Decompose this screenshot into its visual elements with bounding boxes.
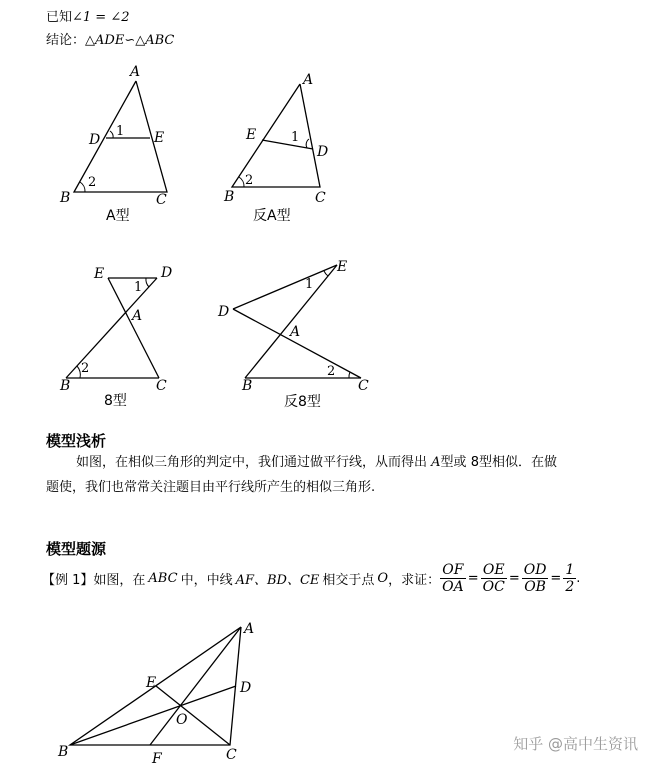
example-label-f: F [152, 751, 162, 767]
example-end: . [576, 570, 581, 586]
example-tag: 【例 1】 [42, 572, 94, 588]
fig-ra-angle-1: 1 [291, 130, 300, 145]
example-meet: 相交于点 [322, 572, 375, 588]
watermark: 知乎 @高中生资讯 [513, 735, 638, 753]
fig-a-label-e: E [154, 130, 165, 146]
example-intro: 如图，在 [93, 572, 146, 588]
equals-sign-2: = [508, 570, 520, 586]
figure-eight-type [50, 258, 190, 418]
example-label-a: A [244, 621, 255, 637]
fig-8-angle-1: 1 [134, 280, 143, 295]
fig-a-label-c: C [156, 192, 167, 208]
fig-8-caption: 8型 [104, 393, 127, 409]
source-title: 模型题源 [46, 540, 107, 558]
example-label-d: D [240, 680, 252, 696]
fraction-1-den: OA [442, 578, 464, 595]
fig-a-angle-1: 1 [116, 124, 125, 139]
figure-a-type [50, 60, 190, 230]
figure-example-triangle [50, 615, 270, 772]
example-point: O [377, 570, 389, 586]
fig-r8-label-d: D [218, 304, 230, 320]
example-label-e: E [146, 675, 157, 691]
fig-a-label-b: B [60, 190, 71, 206]
fig-a-caption: A型 [106, 208, 130, 224]
analysis-eight-letter: 8 [470, 455, 479, 470]
example-label-b: B [58, 744, 69, 760]
example-triangle: ABC [148, 570, 178, 586]
fig-8-angle-2: 2 [81, 361, 90, 376]
conclusion-expr: △ADE∽△ABC [85, 33, 175, 48]
fig-ra-label-e: E [246, 127, 257, 143]
fraction-of-oa [440, 562, 466, 595]
fraction-2-den: OC [482, 578, 505, 595]
fig-ra-label-b: B [224, 189, 235, 205]
fig-r8-label-b: B [242, 378, 253, 394]
given-label: 已知 [46, 10, 73, 25]
fraction-oe-oc [481, 562, 507, 595]
analysis-a-letter: A [431, 455, 441, 470]
example-label-o: O [176, 712, 188, 728]
fig-r8-label-e: E [337, 259, 348, 275]
fig-a-angle-2: 2 [88, 175, 97, 190]
analysis-text-2: 型或 [440, 455, 467, 470]
fraction-3-num: OD [523, 561, 547, 578]
fig-ra-label-c: C [315, 190, 326, 206]
equals-sign-3: = [550, 570, 562, 586]
fig-8-label-c: C [156, 378, 167, 394]
fig-ra-label-d: D [317, 144, 329, 160]
fig-r8-caption: 反8型 [284, 394, 321, 410]
example-label-c: C [226, 747, 237, 763]
fraction-1-num: OF [442, 561, 464, 578]
fig-a-label-a: A [130, 64, 141, 80]
fraction-2-num: OE [482, 561, 505, 578]
conclusion-line [46, 29, 174, 48]
conclusion-label: 结论： [46, 33, 86, 48]
fig-r8-label-c: C [358, 378, 369, 394]
fraction-one-half [563, 562, 576, 595]
fig-r8-angle-2: 2 [327, 364, 336, 379]
fig-r8-label-a: A [290, 324, 301, 340]
fig-a-label-d: D [89, 132, 101, 148]
analysis-text-1: 如图，在相似三角形的判定中，我们通过做平行线，从而得出 [76, 455, 428, 470]
equals-sign-1: = [467, 570, 479, 586]
analysis-paragraph [46, 450, 626, 500]
fig-ra-caption: 反A型 [253, 208, 291, 224]
figure-reverse-a-type [215, 60, 355, 230]
analysis-title: 模型浅析 [46, 432, 107, 450]
fraction-4-num: 1 [565, 561, 575, 578]
example-mid: 中，中线 [180, 572, 233, 588]
fig-8-label-a: A [132, 308, 143, 324]
fraction-3-den: OB [522, 578, 549, 595]
figure-reverse-eight-type [210, 250, 390, 420]
fig-ra-label-a: A [303, 72, 314, 88]
given-expr: ∠1 = ∠2 [72, 10, 130, 25]
example-1-line [42, 557, 580, 599]
example-lines: AF、BD、CE [235, 572, 320, 588]
given-line [46, 6, 130, 25]
fig-8-label-b: B [60, 378, 71, 394]
analysis-text-4: 题使，我们也常常关注题目由平行线所产生的相似三角形. [46, 480, 376, 495]
fraction-od-ob [522, 562, 549, 595]
example-prove: ，求证： [388, 572, 441, 588]
fig-ra-angle-2: 2 [245, 173, 254, 188]
fraction-4-den: 2 [565, 578, 575, 595]
analysis-text-3: 型相似．在做 [478, 455, 557, 470]
fig-8-label-d: D [161, 265, 173, 281]
fig-8-label-e: E [94, 266, 105, 282]
fig-r8-angle-1: 1 [305, 277, 314, 292]
